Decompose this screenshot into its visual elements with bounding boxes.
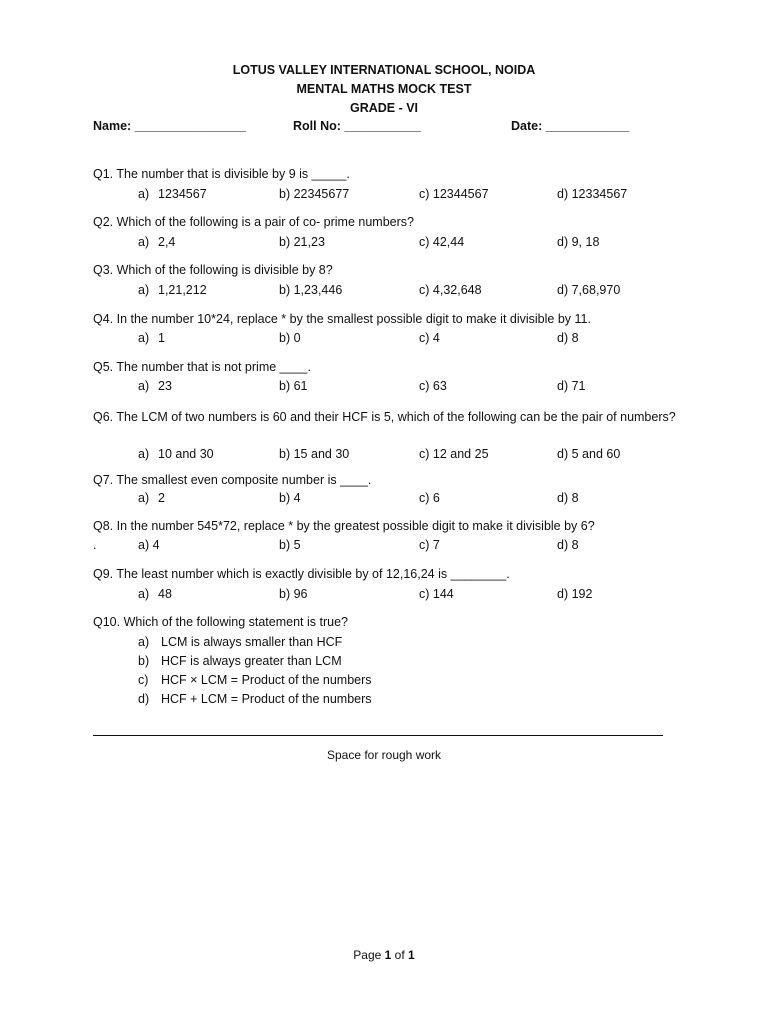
option-b: b) 96 [279, 587, 308, 601]
option-c: c) 4 [419, 331, 440, 345]
option-b: b) 21,23 [279, 235, 325, 249]
question-4: Q4. In the number 10*24, replace * by the smallest possible digit to make it divisible by 11. [93, 312, 591, 326]
rough-work-label: Space for rough work [326, 748, 442, 762]
option-a: a) 23 [138, 379, 172, 393]
option-c: c) 7 [419, 538, 440, 552]
total-pages: 1 [408, 948, 415, 962]
question-3-options [93, 283, 693, 299]
date-field: Date: ____________ [511, 119, 630, 133]
question-6: Q6. The LCM of two numbers is 60 and their HCF is 5, which of the following can be the pair of numbers? [93, 410, 676, 424]
option-b: b) 61 [279, 379, 308, 393]
option-d: d) HCF + LCM = Product of the numbers [138, 692, 372, 706]
option-c: c) 4,32,648 [419, 283, 482, 297]
option-a: a) 4 [138, 538, 160, 552]
option-a: a) 2,4 [138, 235, 176, 249]
option-a: a) LCM is always smaller than HCF [138, 635, 343, 649]
option-b: b) 5 [279, 538, 301, 552]
roll-no-field: Roll No: ___________ [293, 119, 421, 133]
option-c: c) 6 [419, 491, 440, 505]
question-1-options [93, 187, 693, 203]
question-10-options [138, 635, 372, 711]
option-c: c) 12344567 [419, 187, 489, 201]
grade-label: GRADE - VI [349, 101, 419, 115]
of-word: of [394, 948, 405, 962]
option-b: b) 4 [279, 491, 301, 505]
option-d: d) 12334567 [557, 187, 628, 201]
option-a: a) 1,21,212 [138, 283, 207, 297]
question-6-options [93, 447, 693, 463]
question-5-options [93, 379, 693, 395]
option-b: b) HCF is always greater than LCM [138, 654, 342, 668]
question-3: Q3. Which of the following is divisible by 8? [93, 263, 333, 277]
option-d: d) 71 [557, 379, 586, 393]
option-d: d) 8 [557, 331, 579, 345]
option-a: a) 1234567 [138, 187, 207, 201]
option-b: b) 22345677 [279, 187, 350, 201]
question-1: Q1. The number that is divisible by 9 is _____. [93, 167, 350, 181]
question-7: Q7. The smallest even composite number is ____. [93, 473, 372, 487]
page-number: 1 [384, 948, 392, 962]
option-a: a) 1 [138, 331, 165, 345]
stray-dot: . [93, 538, 97, 552]
option-b: b) 1,23,446 [279, 283, 343, 297]
option-d: d) 5 and 60 [557, 447, 621, 461]
question-9-options [93, 587, 693, 603]
option-c: c) HCF × LCM = Product of the numbers [138, 673, 372, 687]
option-a: a) 2 [138, 491, 165, 505]
option-a: a) 48 [138, 587, 172, 601]
option-d: d) 192 [557, 587, 593, 601]
question-7-options [93, 491, 693, 507]
question-2: Q2. Which of the following is a pair of co- prime numbers? [93, 215, 414, 229]
option-a: a) 10 and 30 [138, 447, 214, 461]
test-title: MENTAL MATHS MOCK TEST [296, 82, 472, 96]
option-c: c) 42,44 [419, 235, 465, 249]
question-9: Q9. The least number which is exactly divisible by of 12,16,24 is ________. [93, 567, 510, 581]
option-d: d) 8 [557, 491, 579, 505]
option-d: d) 7,68,970 [557, 283, 621, 297]
option-c: c) 12 and 25 [419, 447, 489, 461]
option-c: c) 144 [419, 587, 454, 601]
question-4-options [93, 331, 693, 347]
option-b: b) 15 and 30 [279, 447, 350, 461]
name-field: Name: ________________ [93, 119, 246, 133]
question-8-options [93, 538, 693, 554]
question-8: Q8. In the number 545*72, replace * by the greatest possible digit to make it divisible by 6? [93, 519, 595, 533]
option-d: d) 8 [557, 538, 579, 552]
page-footer [0, 948, 768, 962]
school-name: LOTUS VALLEY INTERNATIONAL SCHOOL, NOIDA [232, 63, 536, 77]
option-d: d) 9, 18 [557, 235, 600, 249]
question-2-options [93, 235, 693, 251]
question-5: Q5. The number that is not prime ____. [93, 360, 311, 374]
separator-line [93, 735, 663, 736]
question-10: Q10. Which of the following statement is true? [93, 615, 348, 629]
option-c: c) 63 [419, 379, 447, 393]
option-b: b) 0 [279, 331, 301, 345]
page-word: Page [353, 948, 382, 962]
